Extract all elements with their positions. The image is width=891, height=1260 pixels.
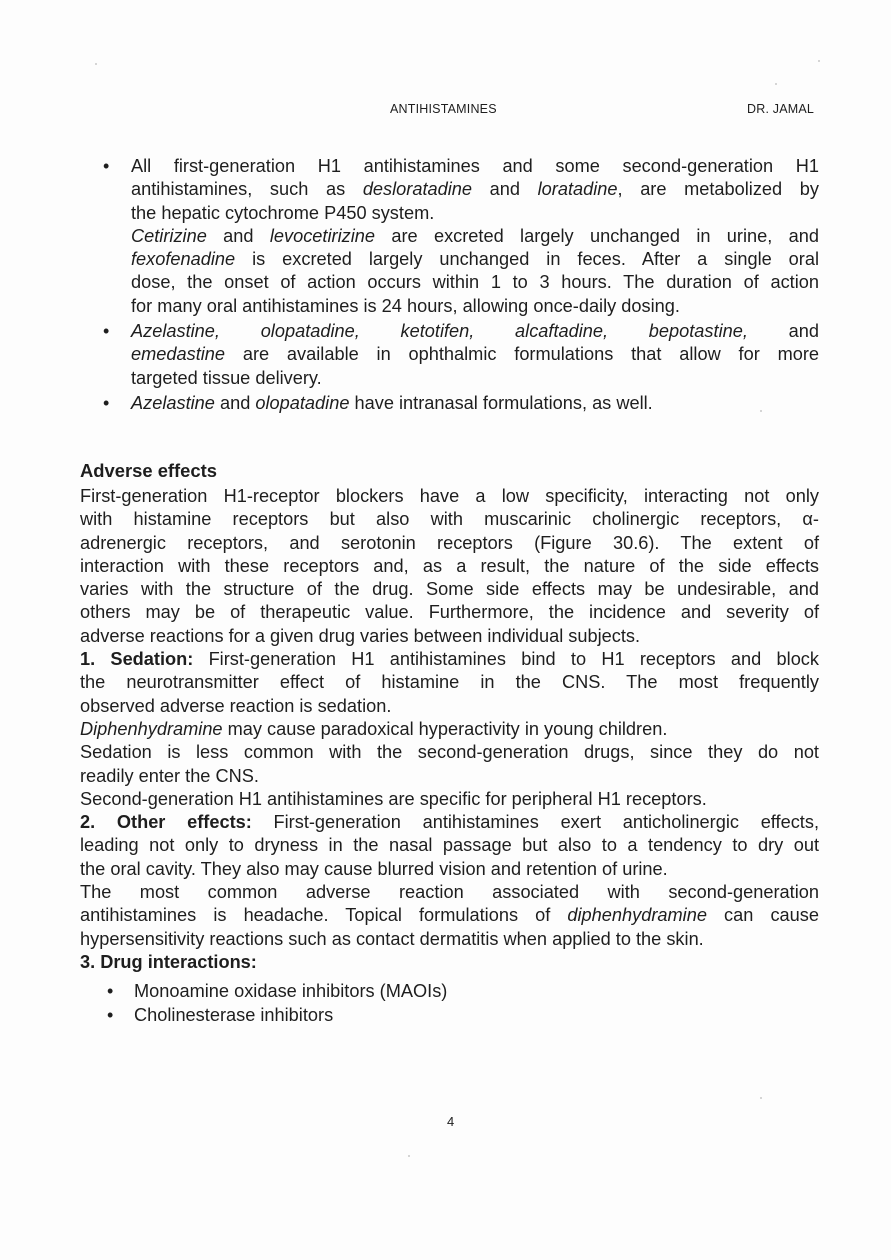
text-line: antihistamines, such as desloratadine and loratadine, are metabolized by bbox=[131, 179, 819, 200]
scan-speck bbox=[818, 60, 820, 62]
drug-interactions-list bbox=[107, 980, 448, 1028]
text-line: First-generation H1-receptor blockers have a low specificity, interacting not only bbox=[80, 486, 819, 506]
subheading-sedation: 1. Sedation: bbox=[80, 649, 194, 670]
text-line: others may be of therapeutic value. Furthermore, the incidence and severity of bbox=[80, 602, 819, 623]
text-line: fexofenadine is excreted largely unchanged in feces. After a single oral bbox=[131, 249, 819, 270]
text-line: Azelastine, olopatadine, ketotifen, alcaftadine, bepotastine, and bbox=[131, 321, 819, 341]
text-line: interaction with these receptors and, as a result, the nature of the side effects bbox=[80, 555, 819, 576]
text-line: the oral cavity. They also may cause blurred vision and retention of urine. bbox=[80, 858, 668, 879]
list-item: • Monoamine oxidase inhibitors (MAOIs) bbox=[134, 980, 447, 1004]
text-line: hypersensitivity reactions such as contact dermatitis when applied to the skin. bbox=[80, 928, 704, 949]
text-line: emedastine are available in ophthalmic formulations that allow for more bbox=[131, 344, 819, 365]
text-line: the neurotransmitter effect of histamine in the CNS. The most frequently bbox=[80, 672, 819, 693]
bullet-dot-icon: • bbox=[103, 393, 110, 413]
bullet-metabolism bbox=[103, 155, 819, 318]
text-line: with histamine receptors but also with muscarinic cholinergic receptors, α- bbox=[80, 509, 819, 530]
text-line: leading not only to dryness in the nasal passage but also to a tendency to dry out bbox=[80, 835, 819, 856]
text-line: adverse reactions for a given drug varies between individual subjects. bbox=[80, 625, 641, 646]
bullet-intranasal bbox=[103, 392, 819, 415]
bullet-ophthalmic bbox=[103, 320, 819, 390]
text-line bbox=[80, 951, 819, 974]
scan-speck bbox=[760, 1097, 762, 1099]
scan-speck bbox=[408, 1155, 410, 1157]
text-line: observed adverse reaction is sedation. bbox=[80, 695, 392, 716]
text-line: for many oral antihistamines is 24 hours, allowing once-daily dosing. bbox=[131, 295, 680, 316]
text-line: readily enter the CNS. bbox=[80, 765, 259, 786]
text-line: All first-generation H1 antihistamines and some second-generation H1 bbox=[131, 156, 819, 176]
adverse-effects-body bbox=[80, 485, 819, 974]
section-heading: Adverse effects bbox=[80, 460, 217, 481]
text-line: Diphenhydramine may cause paradoxical hyperactivity in young children. bbox=[80, 718, 668, 739]
bullet-dot-icon: • bbox=[103, 156, 110, 176]
scan-speck bbox=[95, 63, 97, 65]
text-line: targeted tissue delivery. bbox=[131, 367, 322, 388]
text-line: Cetirizine and levocetirizine are excreted largely unchanged in urine, and bbox=[131, 225, 819, 246]
text-line: adrenergic receptors, and serotonin receptors (Figure 30.6). The extent of bbox=[80, 532, 819, 553]
subheading-other-effects: 2. Other effects: bbox=[80, 812, 252, 833]
text-line: antihistamines is headache. Topical formulations of diphenhydramine can cause bbox=[80, 905, 819, 926]
text-line: Sedation is less common with the second-generation drugs, since they do not bbox=[80, 742, 819, 763]
text-line: 2. Other effects: First-generation antihistamines exert anticholinergic effects, bbox=[80, 812, 819, 833]
running-header-author: DR. JAMAL bbox=[747, 102, 815, 116]
text-line: the hepatic cytochrome P450 system. bbox=[131, 202, 435, 223]
page-number: 4 bbox=[447, 1114, 455, 1129]
running-header-title: ANTIHISTAMINES bbox=[390, 102, 497, 116]
text-line: The most common adverse reaction associated with second-generation bbox=[80, 882, 819, 903]
bullet-dot-icon: • bbox=[107, 981, 114, 1001]
bullet-dot-icon: • bbox=[107, 1005, 114, 1025]
list-item: • Cholinesterase inhibitors bbox=[134, 1004, 447, 1028]
scan-speck bbox=[775, 83, 777, 85]
text-line: Second-generation H1 antihistamines are specific for peripheral H1 receptors. bbox=[80, 788, 707, 809]
bullet-dot-icon: • bbox=[103, 321, 110, 341]
text-line: 1. Sedation: First-generation H1 antihistamines bind to H1 receptors and block bbox=[80, 649, 819, 670]
text-line: Azelastine and olopatadine have intranasal formulations, as well. bbox=[131, 393, 653, 413]
text-line: varies with the structure of the drug. Some side effects may be undesirable, and bbox=[80, 579, 819, 600]
text-line: dose, the onset of action occurs within 1 to 3 hours. The duration of action bbox=[131, 272, 819, 293]
subheading-drug-interactions: 3. Drug interactions: bbox=[80, 951, 257, 972]
